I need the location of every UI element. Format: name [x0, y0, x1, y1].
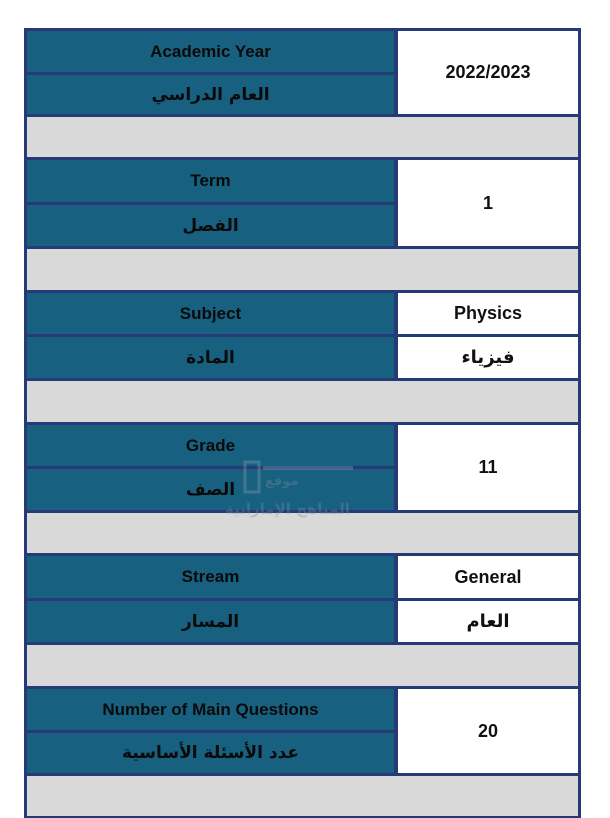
subject-value-en: Physics — [398, 293, 578, 334]
questions-label-en: Number of Main Questions — [27, 689, 394, 730]
subject-value-ar: فيزياء — [398, 337, 578, 378]
separator-1 — [27, 117, 578, 157]
watermark-line2: المناهج الإماراتية — [225, 500, 350, 518]
subject-label-en: Subject — [27, 293, 394, 334]
separator-2 — [27, 249, 578, 290]
term-label-ar: الفصل — [27, 205, 394, 246]
term-label-en: Term — [27, 160, 394, 202]
stream-value-en: General — [398, 556, 578, 598]
grade-label-en: Grade — [27, 425, 394, 466]
academic-year-label-ar: العام الدراسي — [27, 75, 394, 114]
questions-label-ar: عدد الأسئلة الأساسية — [27, 733, 394, 773]
subject-label-ar: المادة — [27, 337, 394, 378]
term-value: 1 — [398, 160, 578, 246]
academic-year-value: 2022/2023 — [398, 31, 578, 114]
watermark-icon — [205, 460, 365, 530]
academic-year-label-en: Academic Year — [27, 31, 394, 72]
stream-label-ar: المسار — [27, 601, 394, 642]
separator-6 — [27, 776, 578, 816]
info-table — [24, 28, 581, 818]
grade-value: 11 — [398, 425, 578, 510]
stream-value-ar: العام — [398, 601, 578, 642]
separator-5 — [27, 645, 578, 686]
watermark-logo — [205, 460, 365, 530]
watermark-line1: موقع — [265, 474, 299, 489]
questions-value: 20 — [398, 689, 578, 773]
separator-3 — [27, 381, 578, 422]
stream-label-en: Stream — [27, 556, 394, 598]
grade-label-ar: الصف — [27, 469, 394, 510]
